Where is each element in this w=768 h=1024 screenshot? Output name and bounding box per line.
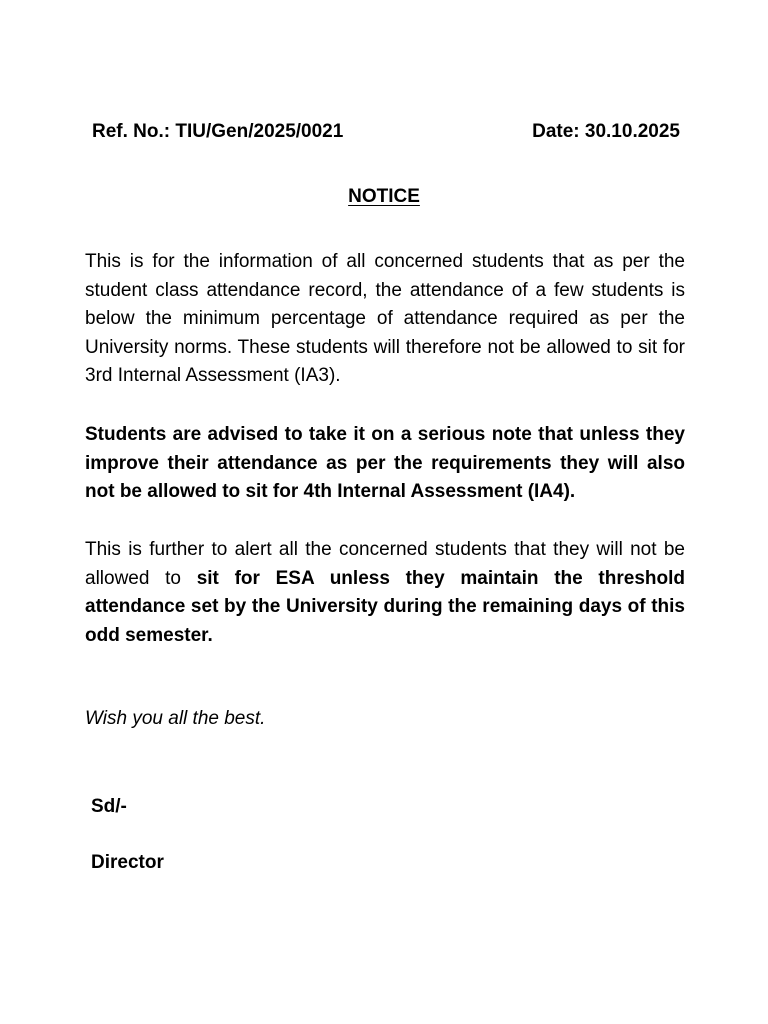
notice-title: NOTICE: [348, 186, 420, 207]
paragraph-esa-alert-normal: This is further to alert all the concerned students that they will not be allowed to: [85, 539, 685, 589]
paragraph-esa-alert: [85, 536, 685, 650]
document-header: [92, 121, 680, 147]
closing-wish: Wish you all the best.: [85, 708, 266, 729]
reference-number: Ref. No.: TIU/Gen/2025/0021: [92, 121, 344, 142]
signatory-designation: Director: [91, 852, 164, 873]
signature-sd: Sd/-: [91, 796, 127, 817]
paragraph-attendance-information: This is for the information of all concerned students that as per the student class attendance record, the attendance of a few students is below the minimum percentage of attendance required as per the University norms. These students will therefore not be allowed to sit for 3rd Internal Assessment (IA3).: [85, 251, 685, 387]
paragraph-serious-note: Students are advised to take it on a serious note that unless they improve their attendance as per the requirements they will also not be allowed to sit for 4th Internal Assessment (IA4).: [85, 424, 685, 503]
paragraph-esa-alert-bold: sit for ESA unless they maintain the threshold attendance set by the University during the remaining days of this odd semester.: [85, 567, 685, 646]
notice-date: Date: 30.10.2025: [532, 121, 680, 142]
